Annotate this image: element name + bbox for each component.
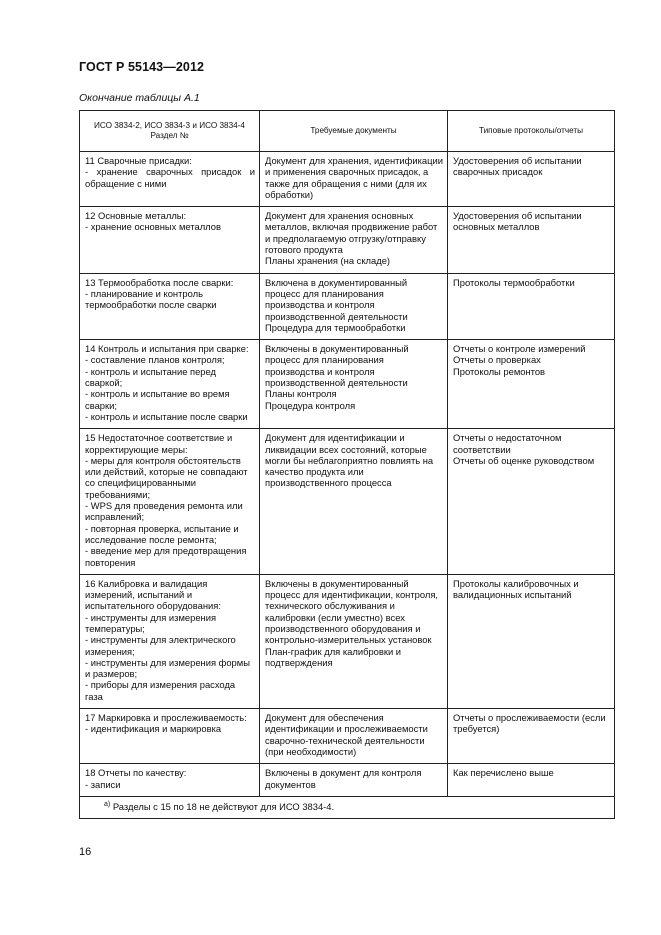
documents-cell: Документ для обеспечения идентификации и прослеживаемости сварочно-технической деятельности (при необходимости) bbox=[260, 709, 448, 764]
documents-cell: Документ для хранения, идентификации и применения сварочных присадок, а также для обращения с ними (для их обработки) bbox=[260, 152, 448, 207]
section-cell: 14 Контроль и испытания при сварке: - составление планов контроля; - контроль и испытание перед сваркой; - контроль и испытание во время сварки; - контроль и испытание после сварки bbox=[80, 340, 260, 429]
section-cell: 18 Отчеты по качеству: - записи bbox=[80, 764, 260, 797]
page-header: ГОСТ Р 55143—2012 bbox=[79, 60, 205, 74]
column-header-reports: Типовые протоколы/отчеты bbox=[448, 111, 615, 152]
reports-cell: Отчеты о прослеживаемости (если требуется) bbox=[448, 709, 615, 764]
table-row bbox=[80, 574, 615, 708]
documents-cell: Включены в документированный процесс для планирования производства и контроля производственной деятельности Планы контроля Процедура контроля bbox=[260, 340, 448, 429]
documents-cell: Документ для хранения основных металлов, включая продвижение работ и предполагаемую отгрузку/отправку готового продукта Планы хранения (на складе) bbox=[260, 207, 448, 273]
reports-cell: Протоколы термообработки bbox=[448, 273, 615, 339]
section-cell: 15 Недостаточное соответствие и корректирующие меры: - меры для контроля обстоятельств или действий, которые не совпадают со специфицированными требованиями; - WPS для проведения ремонта или исправлений; - повторная проверка, испытание и исследование после ремонта; - введение мер для предотвращения повторения bbox=[80, 429, 260, 575]
column-header-documents: Требуемые документы bbox=[260, 111, 448, 152]
table-row bbox=[80, 709, 615, 764]
documents-cell: Включены в документированный процесс для идентификации, контроля, технического обслуживания и калибровки (если уместно) всех производственного оборудования и контрольно-измерительных установок План-график для калибровки и подтверждения bbox=[260, 574, 448, 708]
section-cell: 17 Маркировка и прослеживаемость: - идентификация и маркировка bbox=[80, 709, 260, 764]
section-cell: 11 Сварочные присадки: - хранение сварочных присадок и обращение с ними bbox=[80, 152, 260, 207]
table-row bbox=[80, 429, 615, 575]
table-row bbox=[80, 273, 615, 339]
reports-cell: Удостоверения об испытании сварочных присадок bbox=[448, 152, 615, 207]
section-cell: 13 Термообработка после сварки: - планирование и контроль термообработки после сварки bbox=[80, 273, 260, 339]
table-row bbox=[80, 207, 615, 273]
page-number: 16 bbox=[79, 846, 92, 858]
documents-cell: Включены в документ для контроля документов bbox=[260, 764, 448, 797]
table-footnote bbox=[80, 796, 615, 818]
table-row bbox=[80, 340, 615, 429]
reports-cell: Отчеты о контроле измерений Отчеты о проверках Протоколы ремонтов bbox=[448, 340, 615, 429]
documents-cell: Включена в документированный процесс для планирования производства и контроля производственной деятельности Процедура для термообработки bbox=[260, 273, 448, 339]
table-header-row bbox=[80, 111, 615, 152]
reports-cell: Протоколы калибровочных и валидационных испытаний bbox=[448, 574, 615, 708]
reports-cell: Как перечислено выше bbox=[448, 764, 615, 797]
reports-cell: Удостоверения об испытании основных металлов bbox=[448, 207, 615, 273]
table-row bbox=[80, 764, 615, 797]
table-row bbox=[80, 152, 615, 207]
reports-cell: Отчеты о недостаточном соответствии Отчеты об оценке руководством bbox=[448, 429, 615, 575]
column-header-section: ИСО 3834-2, ИСО 3834-3 и ИСО 3834-4 Раздел № bbox=[80, 111, 260, 152]
table-caption: Окончание таблицы А.1 bbox=[79, 92, 200, 104]
footnote-row bbox=[80, 796, 615, 818]
footnote-text: Разделы с 15 по 18 не действуют для ИСО 3834-4. bbox=[112, 800, 335, 812]
footnote-marker: а) bbox=[104, 800, 111, 808]
requirements-table bbox=[79, 110, 615, 819]
section-cell: 16 Калибровка и валидация измерений, испытаний и испытательного оборудования: - инструменты для измерения температуры; - инструменты для электрического измерения; - инструменты для измерения формы и размеров; - приборы для измерения расхода газа bbox=[80, 574, 260, 708]
documents-cell: Документ для идентификации и ликвидации всех состояний, которые могли бы неблагоприятно повлиять на качество продукта или производственного процесса bbox=[260, 429, 448, 575]
section-cell: 12 Основные металлы: - хранение основных металлов bbox=[80, 207, 260, 273]
